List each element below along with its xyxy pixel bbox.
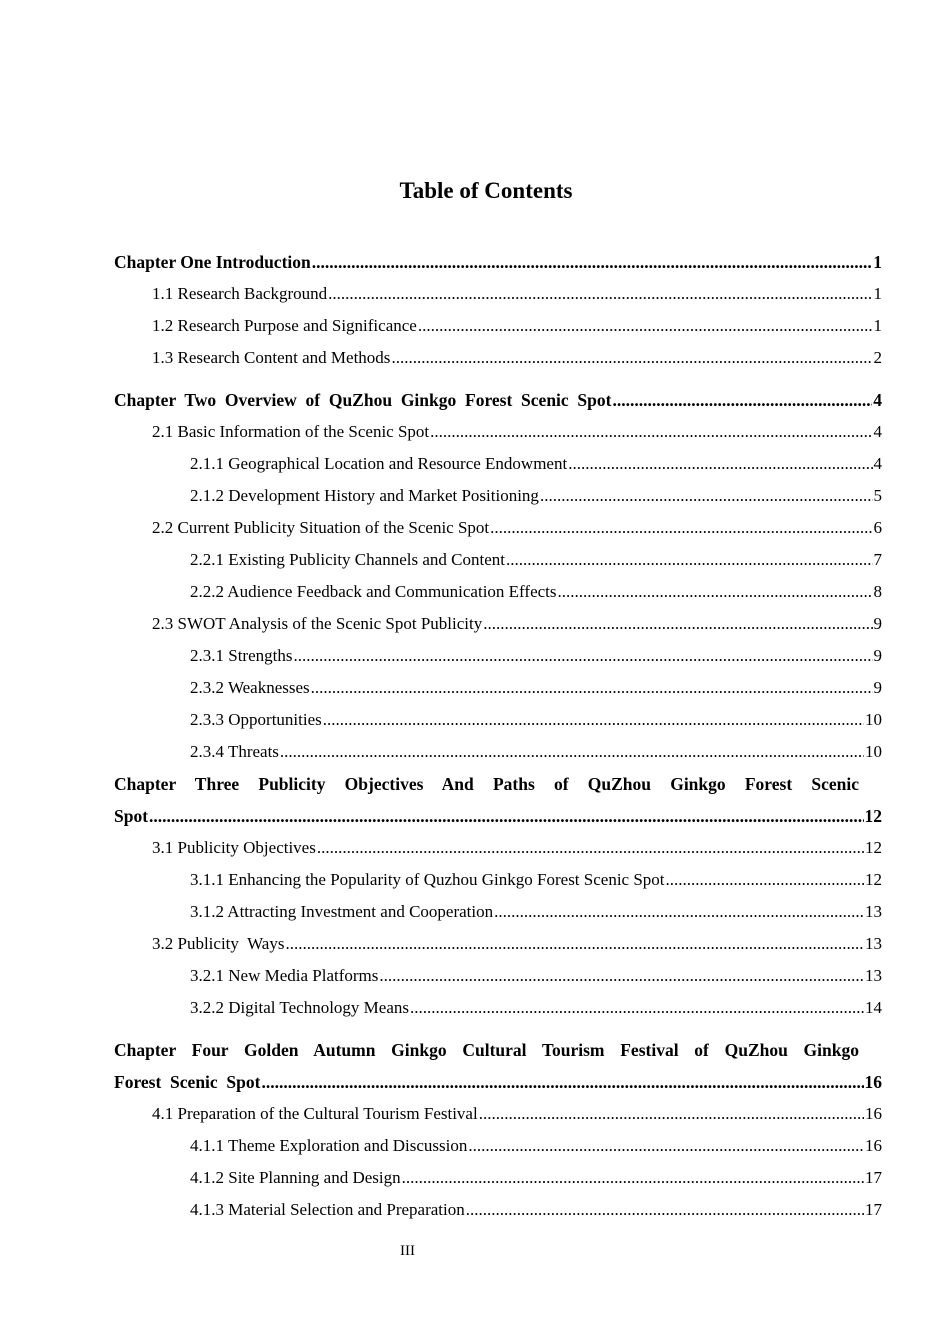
toc-entry-text: 1.2 Research Purpose and Significance xyxy=(152,316,417,335)
dot-leader xyxy=(506,544,873,576)
toc-entry-text-line2: Spot xyxy=(114,806,149,826)
toc-entry-chapter-2[interactable] xyxy=(114,384,882,416)
toc-entry-1-2[interactable] xyxy=(114,310,882,342)
toc-page-number: 9 xyxy=(873,614,882,633)
toc-list xyxy=(114,246,882,1226)
dot-leader xyxy=(540,480,873,512)
toc-entry-text: 2.3.1 Strengths xyxy=(190,646,293,665)
dot-leader xyxy=(430,416,872,448)
toc-page-number: 12 xyxy=(864,806,882,826)
toc-entry-text: Chapter One Introduction xyxy=(114,252,311,272)
toc-entry-2-3-3[interactable] xyxy=(114,704,882,736)
toc-entry-3-2[interactable] xyxy=(114,928,882,960)
dot-leader xyxy=(558,576,873,608)
toc-page-number: 7 xyxy=(873,550,882,569)
dot-leader xyxy=(410,992,864,1024)
toc-page-number: 17 xyxy=(865,1168,882,1187)
dot-leader xyxy=(312,246,873,278)
toc-entry-text-line1: Chapter Four Golden Autumn Ginkgo Cultural Tourism Festival of QuZhou Ginkgo xyxy=(114,1040,859,1060)
toc-entry-2-1-2[interactable] xyxy=(114,480,882,512)
toc-entry-text: 2.3.4 Threats xyxy=(190,742,279,761)
toc-entry-3-2-1[interactable] xyxy=(114,960,882,992)
toc-entry-2-1[interactable] xyxy=(114,416,882,448)
toc-entry-text: 2.1.1 Geographical Location and Resource Endowment xyxy=(190,454,568,473)
toc-entry-text: 3.1.2 Attracting Investment and Cooperation xyxy=(190,902,494,921)
toc-page-number: 14 xyxy=(865,998,882,1017)
toc-page-number: 9 xyxy=(873,678,882,697)
toc-entry-chapter-3[interactable] xyxy=(114,768,882,832)
toc-page-number: 8 xyxy=(873,582,882,601)
toc-entry-3-1[interactable] xyxy=(114,832,882,864)
toc-page-number: 4 xyxy=(873,390,882,410)
toc-entry-text-line1: Chapter Three Publicity Objectives And Paths of QuZhou Ginkgo Forest Scenic xyxy=(114,774,859,794)
toc-page-number: 17 xyxy=(865,1200,882,1219)
toc-page-number: 10 xyxy=(865,742,882,761)
dot-leader xyxy=(328,278,872,310)
dot-leader xyxy=(317,832,864,864)
dot-leader xyxy=(418,310,873,342)
dot-leader xyxy=(391,342,872,374)
toc-entry-text: 2.3.2 Weaknesses xyxy=(190,678,310,697)
toc-entry-chapter-1[interactable] xyxy=(114,246,882,278)
toc-page-number: 1 xyxy=(873,284,882,303)
page-folio: III xyxy=(400,1243,415,1259)
toc-page-number: 4 xyxy=(873,422,882,441)
toc-page-number: 1 xyxy=(873,316,882,335)
toc-page-number: 13 xyxy=(865,934,882,953)
toc-page-number: 16 xyxy=(864,1072,882,1092)
toc-entry-1-1[interactable] xyxy=(114,278,882,310)
toc-entry-text: 2.3 SWOT Analysis of the Scenic Spot Publicity xyxy=(152,614,483,633)
toc-page-number: 5 xyxy=(873,486,882,505)
toc-page-number: 12 xyxy=(865,838,882,857)
toc-entry-text: 2.1 Basic Information of the Scenic Spot xyxy=(152,422,430,441)
dot-leader xyxy=(323,704,864,736)
toc-page-number: 1 xyxy=(873,252,882,272)
toc-entry-2-3-4[interactable] xyxy=(114,736,882,768)
toc-entry-text: 4.1.1 Theme Exploration and Discussion xyxy=(190,1136,468,1155)
toc-page-number: 13 xyxy=(865,966,882,985)
toc-entry-1-3[interactable] xyxy=(114,342,882,374)
toc-page-number: 10 xyxy=(865,710,882,729)
dot-leader xyxy=(402,1162,864,1194)
dot-leader xyxy=(293,640,872,672)
toc-entry-2-1-1[interactable] xyxy=(114,448,882,480)
toc-entry-text: 3.1.1 Enhancing the Popularity of Quzhou Ginkgo Forest Scenic Spot xyxy=(190,870,665,889)
dot-leader xyxy=(468,1130,864,1162)
dot-leader xyxy=(494,896,864,928)
toc-entry-2-2-1[interactable] xyxy=(114,544,882,576)
toc-entry-text: Chapter Two Overview of QuZhou Ginkgo Forest Scenic Spot xyxy=(114,390,612,410)
dot-leader xyxy=(285,928,864,960)
toc-entry-text: 3.2.1 New Media Platforms xyxy=(190,966,379,985)
dot-leader xyxy=(483,608,872,640)
dot-leader xyxy=(466,1194,864,1226)
toc-entry-3-1-2[interactable] xyxy=(114,896,882,928)
toc-page-number: 16 xyxy=(865,1136,882,1155)
toc-entry-4-1[interactable] xyxy=(114,1098,882,1130)
toc-entry-3-1-1[interactable] xyxy=(114,864,882,896)
toc-page-number: 9 xyxy=(873,646,882,665)
toc-entry-text: 1.1 Research Background xyxy=(152,284,328,303)
toc-entry-text: 2.2.2 Audience Feedback and Communication Effects xyxy=(190,582,557,601)
toc-entry-3-2-2[interactable] xyxy=(114,992,882,1024)
toc-entry-4-1-1[interactable] xyxy=(114,1130,882,1162)
toc-entry-4-1-2[interactable] xyxy=(114,1162,882,1194)
toc-entry-text: 4.1.3 Material Selection and Preparation xyxy=(190,1200,465,1219)
toc-entry-chapter-4[interactable] xyxy=(114,1034,882,1098)
dot-leader xyxy=(666,864,864,896)
toc-entry-2-3-2[interactable] xyxy=(114,672,882,704)
toc-entry-text: 4.1 Preparation of the Cultural Tourism Festival xyxy=(152,1104,478,1123)
toc-title: Table of Contents xyxy=(399,178,573,203)
toc-entry-text-line2: Forest Scenic Spot xyxy=(114,1072,261,1092)
toc-page-number: 12 xyxy=(865,870,882,889)
toc-entry-text: 4.1.2 Site Planning and Design xyxy=(190,1168,401,1187)
toc-entry-2-2[interactable] xyxy=(114,512,882,544)
dot-leader xyxy=(568,448,872,480)
toc-page-number: 4 xyxy=(873,454,882,473)
toc-page-number: 6 xyxy=(873,518,882,537)
toc-entry-text: 2.1.2 Development History and Market Positioning xyxy=(190,486,539,505)
dot-leader xyxy=(379,960,864,992)
dot-leader xyxy=(280,736,864,768)
dot-leader xyxy=(149,800,863,832)
toc-entry-text: 2.2.1 Existing Publicity Channels and Content xyxy=(190,550,505,569)
dot-leader xyxy=(311,672,873,704)
toc-page-number: 2 xyxy=(873,348,882,367)
toc-entry-text: 2.3.3 Opportunities xyxy=(190,710,322,729)
toc-entry-4-1-3[interactable] xyxy=(114,1194,882,1226)
dot-leader xyxy=(479,1098,864,1130)
toc-entry-2-3-1[interactable] xyxy=(114,640,882,672)
toc-page-number: 16 xyxy=(865,1104,882,1123)
dot-leader xyxy=(612,384,872,416)
dot-leader xyxy=(490,512,872,544)
toc-entry-2-3[interactable] xyxy=(114,608,882,640)
toc-page-number: 13 xyxy=(865,902,882,921)
toc-entry-text: 1.3 Research Content and Methods xyxy=(152,348,391,367)
toc-entry-text: 3.1 Publicity Objectives xyxy=(152,838,316,857)
dot-leader xyxy=(261,1066,863,1098)
toc-entry-text: 3.2 Publicity Ways xyxy=(152,934,285,953)
toc-entry-text: 2.2 Current Publicity Situation of the Scenic Spot xyxy=(152,518,490,537)
toc-entry-text: 3.2.2 Digital Technology Means xyxy=(190,998,409,1017)
toc-entry-2-2-2[interactable] xyxy=(114,576,882,608)
